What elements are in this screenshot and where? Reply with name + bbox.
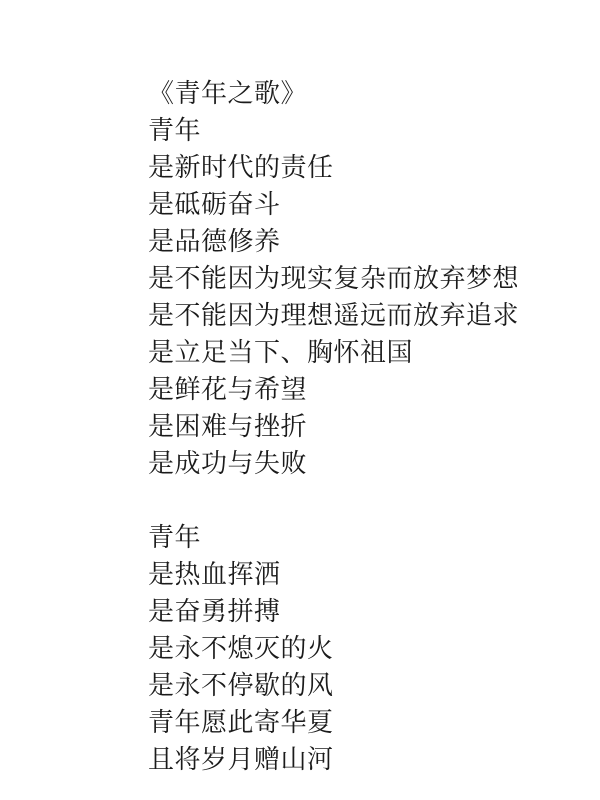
poem-line-15: 是永不停歇的风: [148, 671, 334, 701]
poem-line-2: 是新时代的责任: [148, 153, 334, 183]
poem-line-17: 且将岁月赠山河: [148, 745, 334, 775]
poem-text-block: [148, 76, 578, 779]
poem-line-11: 青年: [148, 523, 202, 553]
poem-line-13: 是奋勇拼搏: [148, 597, 281, 627]
poem-line-4: 是品德修养: [148, 227, 281, 257]
poem-stanza-break: [148, 483, 578, 520]
poem-line-16: 青年愿此寄华夏: [148, 708, 334, 738]
poem-line-14: 是永不熄灭的火: [148, 634, 334, 664]
poem-line-6: 是不能因为理想遥远而放弃追求: [148, 301, 520, 331]
poem-title: 《青年之歌》: [148, 79, 308, 109]
poem-line-3: 是砥砺奋斗: [148, 190, 281, 220]
poem-line-1: 青年: [148, 116, 202, 146]
poem-line-8: 是鲜花与希望: [148, 375, 308, 405]
poem-line-5: 是不能因为现实复杂而放弃梦想: [148, 264, 520, 294]
poem-line-9: 是困难与挫折: [148, 412, 308, 442]
poem-line-12: 是热血挥洒: [148, 560, 281, 590]
poem-line-10: 是成功与失败: [148, 449, 308, 479]
poem-line-7: 是立足当下、胸怀祖国: [148, 338, 414, 368]
